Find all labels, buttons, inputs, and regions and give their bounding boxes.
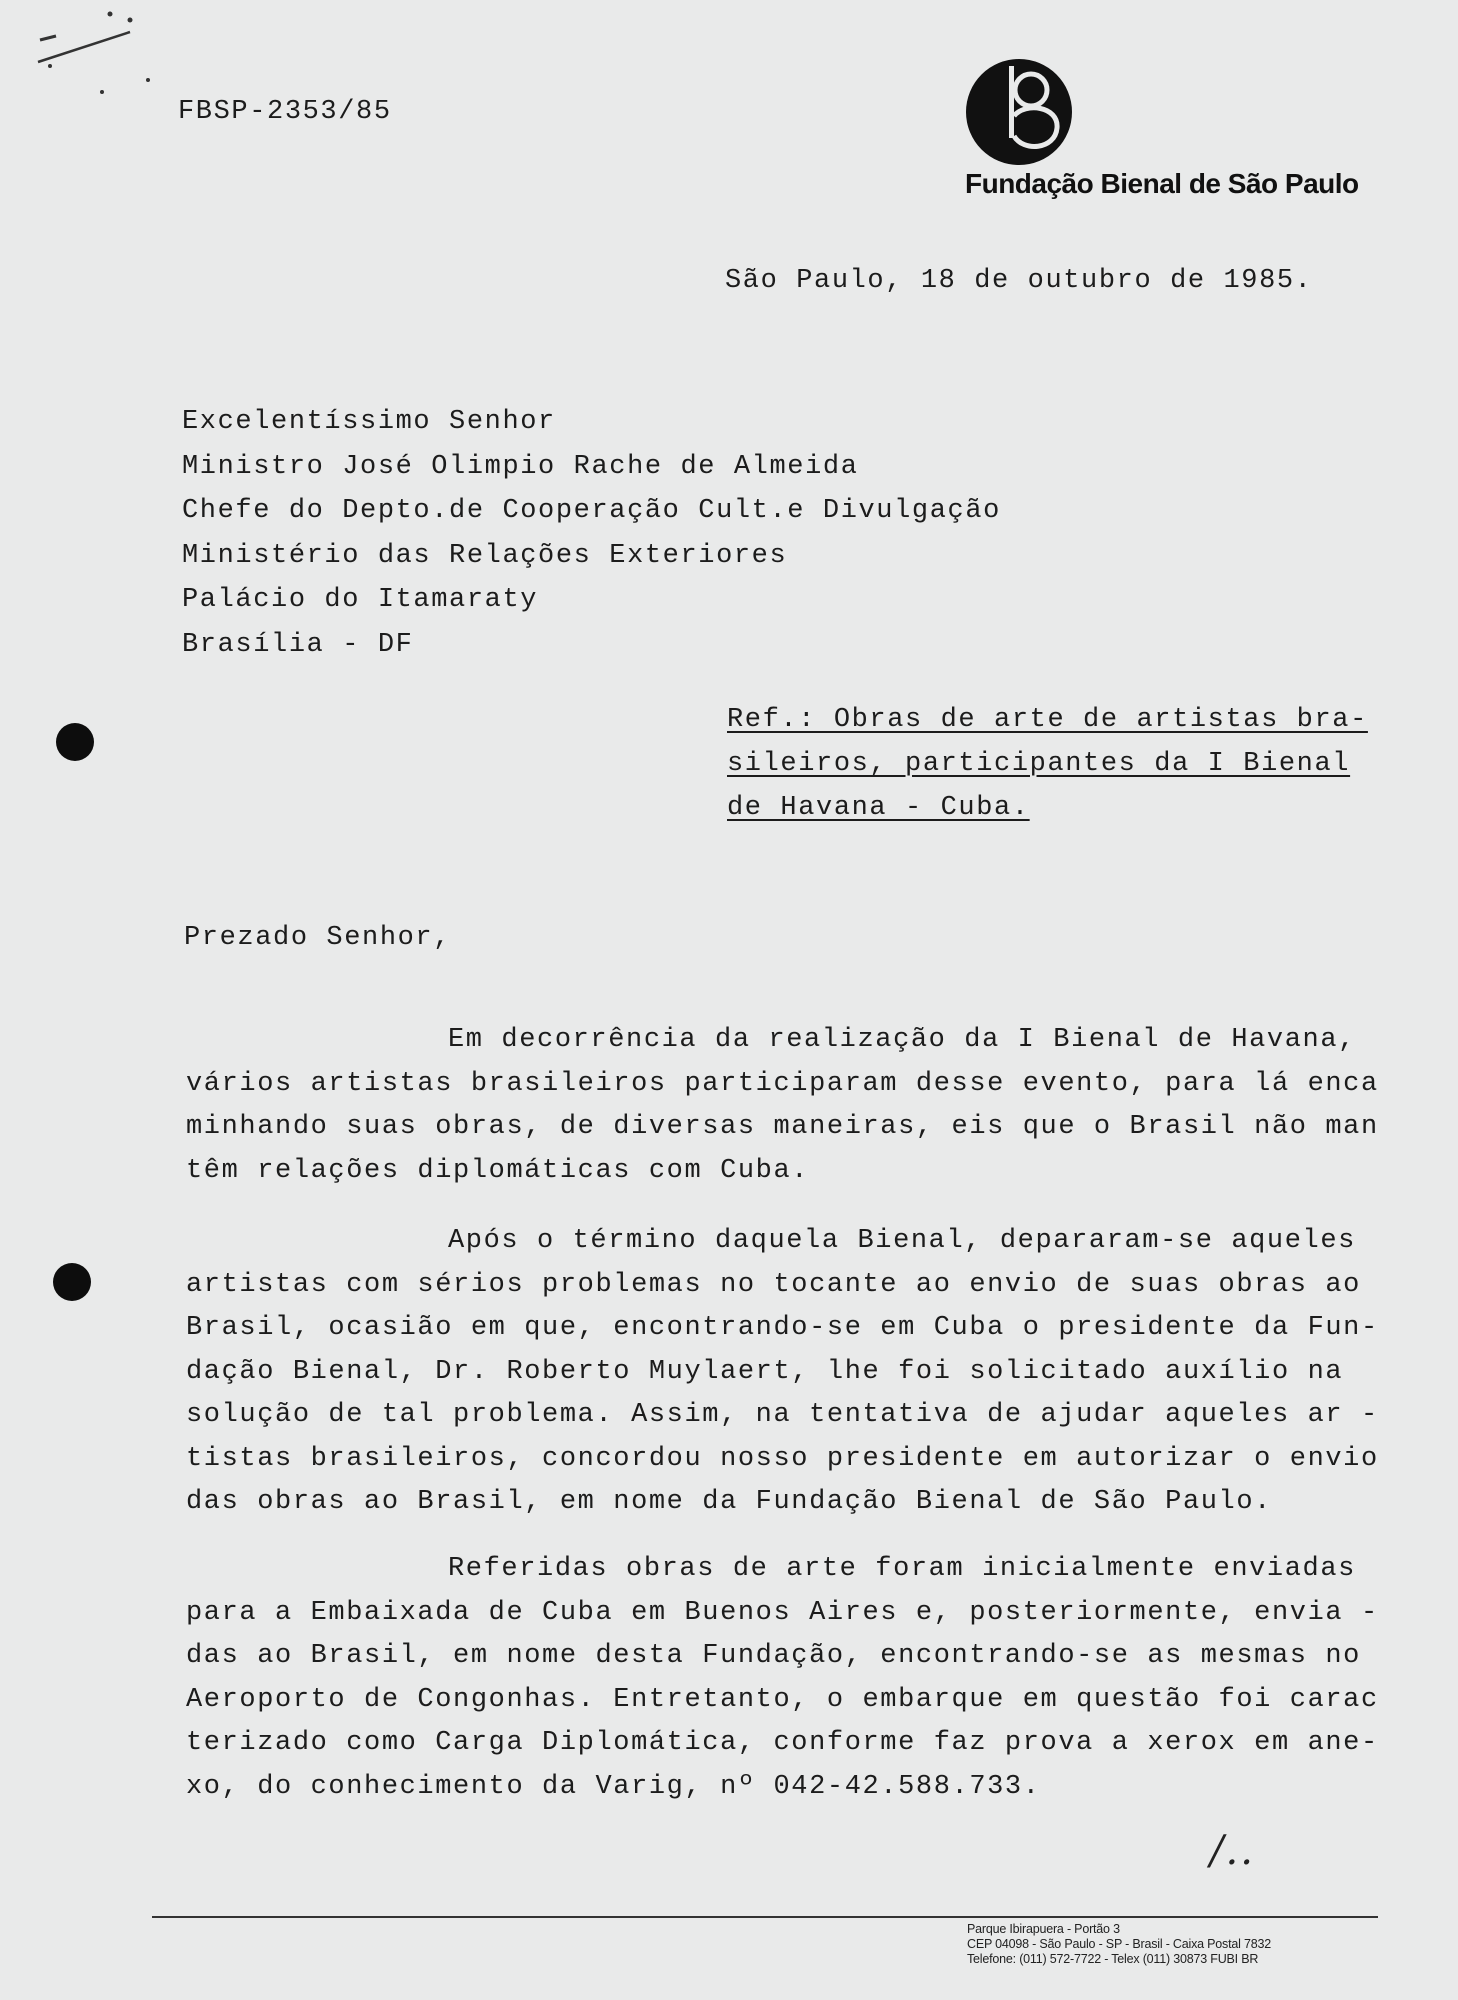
subject-line: de Havana - Cuba. [727,793,1030,823]
paragraph-line: para a Embaixada de Cuba em Buenos Aires e, posteriormente, envia - [186,1597,1379,1628]
recipient-address [182,400,1001,667]
paragraph-line: Após o término daquela Bienal, depararam-se aqueles [448,1226,1356,1256]
punch-hole [56,723,94,761]
address-line: Ministro José Olimpio Rache de Almeida [182,451,859,482]
address-line: Chefe do Depto.de Cooperação Cult.e Divulgação [182,496,1001,526]
paragraph-line: vários artistas brasileiros participaram desse evento, para lá enca [186,1068,1379,1099]
body-paragraph [186,1548,1379,1809]
paragraph-line: xo, do conhecimento da Varig, nº 042-42.588.733. [186,1771,1041,1802]
paragraph-line: terizado como Carga Diplomática, conforme faz prova a xerox em ane- [186,1728,1379,1758]
footer-line: Parque Ibirapuera - Portão 3 [967,1922,1120,1936]
address-line: Palácio do Itamaraty [182,585,539,615]
body-paragraph [186,1019,1379,1193]
subject-reference [727,698,1368,830]
footer-line: CEP 04098 - São Paulo - SP - Brasil - Caixa Postal 7832 [967,1937,1271,1951]
address-line: Excelentíssimo Senhor [182,407,556,437]
fundacao-bienal-logo-icon [965,58,1073,166]
date-line: São Paulo, 18 de outubro de 1985. [725,266,1313,296]
footer-address [967,1922,1271,1967]
paragraph-line: artistas com sérios problemas no tocante ao envio de suas obras ao [186,1269,1361,1300]
address-line: Brasília - DF [182,629,414,660]
body-paragraph [186,1220,1379,1525]
continuation-mark: /.. [1210,1828,1255,1874]
footer-line: Telefone: (011) 572-7722 - Telex (011) 30873 FUBI BR [967,1952,1259,1966]
paragraph-line: Brasil, ocasião em que, encontrando-se em Cuba o presidente da Fun- [186,1313,1379,1343]
paragraph-line: minhando suas obras, de diversas maneiras, eis que o Brasil não man [186,1112,1379,1142]
footer-divider [152,1916,1378,1918]
paragraph-line: têm relações diplomáticas com Cuba. [186,1155,810,1186]
punch-hole [53,1263,91,1301]
paragraph-line: Aeroporto de Congonhas. Entretanto, o embarque em questão foi carac [186,1684,1379,1715]
paragraph-line: solução de tal problema. Assim, na tentativa de ajudar aqueles ar - [186,1400,1379,1430]
paragraph-line: dação Bienal, Dr. Roberto Muylaert, lhe foi solicitado auxílio na [186,1356,1344,1387]
salutation: Prezado Senhor, [184,923,452,953]
paragraph-line: Referidas obras de arte foram inicialmente enviadas [448,1554,1356,1584]
corner-marks [30,0,150,110]
address-line: Ministério das Relações Exteriores [182,540,788,571]
subject-line: Ref.: Obras de arte de artistas bra- [727,705,1368,735]
paragraph-line: tistas brasileiros, concordou nosso presidente em autorizar o envio [186,1443,1379,1474]
subject-line: sileiros, participantes da I Bienal [727,749,1351,779]
organization-name: Fundação Bienal de São Paulo [965,168,1359,199]
reference-code: FBSP-2353/85 [178,97,392,127]
paragraph-line: Em decorrência da realização da I Bienal de Havana, [448,1025,1356,1055]
paragraph-line: das ao Brasil, em nome desta Fundação, encontrando-se as mesmas no [186,1641,1361,1671]
paragraph-line: das obras ao Brasil, em nome da Fundação Bienal de São Paulo. [186,1487,1272,1517]
